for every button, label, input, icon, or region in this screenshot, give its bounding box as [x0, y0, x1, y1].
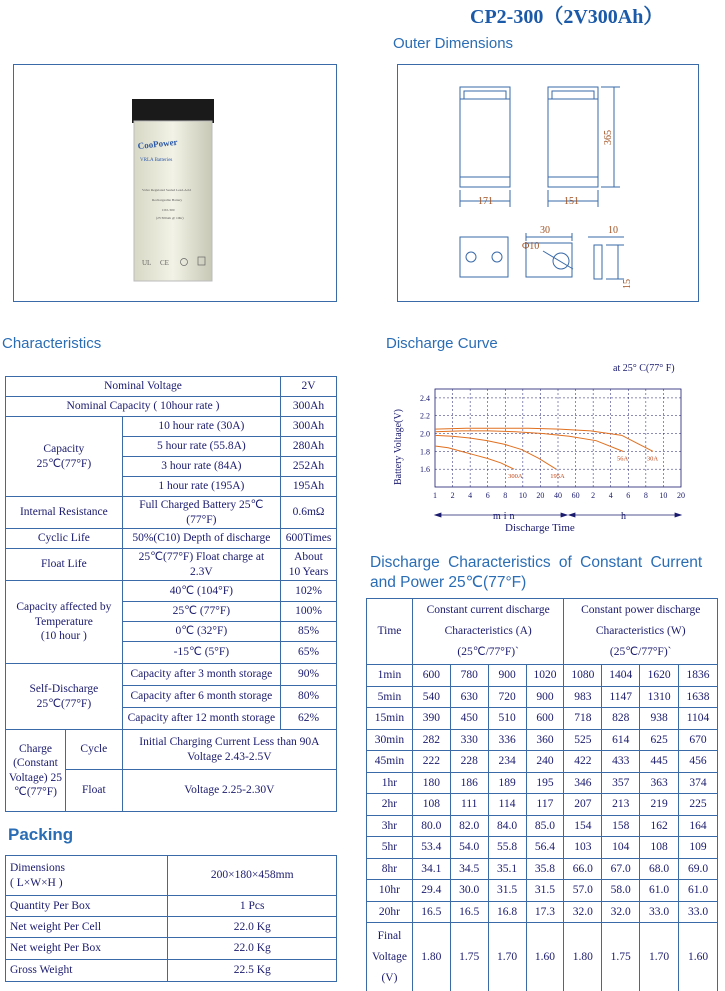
discharge-cell: 33.0 — [640, 901, 679, 923]
capacity-label — [6, 417, 123, 497]
charge-float-label: Float — [65, 770, 122, 812]
discharge-cell: 69.0 — [679, 858, 718, 880]
discharge-cell: 374 — [679, 772, 718, 794]
self-discharge-cond: Capacity after 12 month storage — [122, 708, 280, 730]
dim-d3: 15 — [622, 279, 633, 289]
final-voltage-cell: 1.80 — [412, 923, 450, 991]
outer-dimensions-frame — [397, 64, 699, 302]
sd-label-line2: 25℃(77°F) — [36, 697, 92, 710]
discharge-cell: 1310 — [640, 686, 679, 708]
charge-line4: ℃(77°F) — [13, 785, 57, 798]
chart-x-unit-h: h — [621, 511, 626, 522]
discharge-cell: 189 — [488, 772, 526, 794]
nominal-capacity-label: Nominal Capacity ( 10hour rate ) — [6, 397, 281, 417]
chart-x-tick-label: 4 — [468, 491, 473, 500]
discharge-row — [367, 665, 718, 687]
discharge-cell: 1147 — [602, 686, 640, 708]
ch-line3: (25℃/77°F)` — [457, 645, 519, 658]
discharge-cell: 228 — [450, 751, 488, 773]
chart-y-tick-label: 1.6 — [420, 465, 430, 475]
discharge-cell: 450 — [450, 708, 488, 730]
dimension-drawing — [398, 65, 698, 301]
discharge-cell: 117 — [526, 794, 564, 816]
battery-line: VRLA Batteries — [140, 158, 173, 163]
discharge-cell: 234 — [488, 751, 526, 773]
battery-text1: Valve Regulated Sealed Lead-Acid — [142, 188, 192, 192]
chart-curves — [435, 428, 658, 480]
discharge-cell: 614 — [602, 729, 640, 751]
final-voltage-cell: 1.80 — [564, 923, 602, 991]
battery-photo — [14, 65, 336, 301]
discharge-time: 45min — [367, 751, 413, 773]
chart-x-tick-label: 4 — [608, 491, 613, 500]
chart-y-tick-label: 1.8 — [420, 447, 430, 457]
discharge-cell: 720 — [488, 686, 526, 708]
discharge-row — [367, 880, 718, 902]
packing-label: Quantity Per Box — [6, 896, 168, 917]
discharge-cell: 983 — [564, 686, 602, 708]
chart-series-line — [435, 428, 653, 451]
discharge-cell: 57.0 — [564, 880, 602, 902]
capacity-cond: 3 hour rate (84A) — [122, 457, 280, 477]
battery-lid — [132, 99, 214, 123]
temp-cond: 25℃ (77°F) — [122, 602, 280, 622]
discharge-cell: 162 — [640, 815, 679, 837]
charge-cycle-value — [122, 730, 336, 770]
discharge-row — [367, 794, 718, 816]
packing-value: 1 Pcs — [168, 896, 337, 917]
dim-length: 151 — [564, 196, 579, 207]
discharge-cell: 61.0 — [640, 880, 679, 902]
discharge-row — [367, 901, 718, 923]
capacity-value: 252Ah — [281, 457, 337, 477]
packing-table — [5, 855, 337, 982]
packing-label: Gross Weight — [6, 960, 168, 982]
discharge-time: 5min — [367, 686, 413, 708]
discharge-cell: 900 — [526, 686, 564, 708]
discharge-cell: 336 — [488, 729, 526, 751]
discharge-cell: 17.3 — [526, 901, 564, 923]
capacity-cond: 5 hour rate (55.8A) — [122, 437, 280, 457]
float-life-label: Float Life — [6, 549, 123, 581]
discharge-cell: 84.0 — [488, 815, 526, 837]
capacity-value: 195Ah — [281, 477, 337, 497]
discharge-cell: 111 — [450, 794, 488, 816]
self-discharge-value: 62% — [281, 708, 337, 730]
final-voltage-row — [367, 923, 718, 991]
discharge-cell: 213 — [602, 794, 640, 816]
discharge-constant-heading-line2: and Power 25℃(77°F) — [370, 574, 527, 591]
discharge-cell: 540 — [412, 686, 450, 708]
battery-text2: Rechargeable Battery — [152, 198, 183, 202]
discharge-cell: 219 — [640, 794, 679, 816]
capacity-cond: 10 hour rate (30A) — [122, 417, 280, 437]
discharge-row — [367, 858, 718, 880]
chart-x-unit-min: min — [493, 511, 518, 522]
discharge-cell: 55.8 — [488, 837, 526, 859]
discharge-curve-heading: Discharge Curve — [386, 335, 498, 352]
chart-series-line — [435, 435, 556, 469]
chart-annotation: at 25° C(77° F) — [613, 363, 675, 374]
discharge-cell: 54.0 — [450, 837, 488, 859]
packing-value: 22.5 Kg — [168, 960, 337, 982]
final-voltage-cell: 1.75 — [450, 923, 488, 991]
chart-xlabel: Discharge Time — [505, 522, 575, 534]
discharge-cell: 31.5 — [526, 880, 564, 902]
self-discharge-cond: Capacity after 6 month storage — [122, 686, 280, 708]
capacity-label-line2: 25℃(77°F) — [36, 457, 92, 470]
fv-line3: (V) — [381, 971, 398, 984]
charge-line3: Voltage) 25 — [8, 771, 63, 784]
discharge-time: 20hr — [367, 901, 413, 923]
discharge-cell: 29.4 — [412, 880, 450, 902]
internal-resistance-value: 0.6mΩ — [281, 497, 337, 529]
discharge-constant-heading-line1: Discharge Characteristics of Constant Current — [370, 554, 703, 571]
discharge-cell: 32.0 — [602, 901, 640, 923]
temp-value: 102% — [281, 581, 337, 602]
discharge-time: 3hr — [367, 815, 413, 837]
discharge-cell: 445 — [640, 751, 679, 773]
float-life-cond — [122, 549, 280, 581]
discharge-time: 1hr — [367, 772, 413, 794]
chart-x-tick-label: 6 — [626, 491, 631, 500]
discharge-row — [367, 772, 718, 794]
self-discharge-value: 80% — [281, 686, 337, 708]
chart-series-label: 30A — [646, 455, 659, 463]
self-discharge-cond: Capacity after 3 month storage — [122, 664, 280, 686]
chart-x-tick-label: 20 — [536, 491, 545, 500]
discharge-cell: 346 — [564, 772, 602, 794]
chart-x-tick-label: 20 — [677, 491, 685, 500]
discharge-cell: 360 — [526, 729, 564, 751]
discharge-cell: 16.8 — [488, 901, 526, 923]
discharge-cell: 525 — [564, 729, 602, 751]
packing-dimensions-value: 200×180×458mm — [168, 856, 337, 896]
final-voltage-cell: 1.60 — [679, 923, 718, 991]
chart-series-line — [435, 431, 623, 451]
discharge-cell: 186 — [450, 772, 488, 794]
temp-capacity-label — [6, 581, 123, 664]
discharge-row — [367, 815, 718, 837]
discharge-cell: 1404 — [602, 665, 640, 687]
discharge-time: 2hr — [367, 794, 413, 816]
final-voltage-cell: 1.60 — [526, 923, 564, 991]
discharge-cell: 357 — [602, 772, 640, 794]
fl-value-line1: About — [294, 551, 323, 564]
discharge-cell: 670 — [679, 729, 718, 751]
charge-label — [6, 730, 66, 812]
battery-model: CP2-300 — [162, 208, 175, 212]
temp-value: 100% — [281, 602, 337, 622]
characteristics-heading: Characteristics — [2, 335, 102, 352]
fl-cond-line1: 25℃(77°F) Float charge at — [138, 551, 265, 564]
discharge-time: 15min — [367, 708, 413, 730]
pk-dim-line1: Dimensions — [10, 862, 65, 875]
discharge-cell: 195 — [526, 772, 564, 794]
discharge-cell: 35.1 — [488, 858, 526, 880]
ph-line3: (25℃/77°F)` — [609, 645, 672, 658]
discharge-cell: 1620 — [640, 665, 679, 687]
pk-dim-line2: ( L×W×H ) — [10, 876, 63, 889]
discharge-cell: 56.4 — [526, 837, 564, 859]
discharge-cell: 225 — [679, 794, 718, 816]
battery-rating: (2V300Ah @ 10hr) — [156, 216, 184, 220]
internal-resistance-label: Internal Resistance — [6, 497, 123, 529]
discharge-cell: 114 — [488, 794, 526, 816]
sd-label-line1: Self-Discharge — [29, 683, 99, 696]
discharge-cell: 330 — [450, 729, 488, 751]
chart-x-tick-label: 8 — [503, 491, 508, 500]
temp-cond: 0℃ (32°F) — [122, 622, 280, 642]
current-header — [412, 599, 563, 665]
chart-y-tick-label: 2.4 — [420, 393, 430, 403]
charge-cycle-label: Cycle — [65, 730, 122, 770]
discharge-cell: 780 — [450, 665, 488, 687]
final-voltage-cell: 1.70 — [488, 923, 526, 991]
discharge-cell: 207 — [564, 794, 602, 816]
characteristics-table — [5, 376, 337, 812]
discharge-time: 30min — [367, 729, 413, 751]
discharge-cell: 66.0 — [564, 858, 602, 880]
nominal-capacity-value: 300Ah — [281, 397, 337, 417]
discharge-cell: 31.5 — [488, 880, 526, 902]
chart-x-tick-label: 8 — [643, 491, 648, 500]
discharge-cell: 938 — [640, 708, 679, 730]
capacity-label-line1: Capacity — [43, 443, 85, 456]
chart-y-ticks — [420, 394, 430, 474]
discharge-cell: 164 — [679, 815, 718, 837]
capacity-value: 300Ah — [281, 417, 337, 437]
discharge-cell: 456 — [679, 751, 718, 773]
ch-line2: Characteristics (A) — [444, 625, 532, 638]
temp-cond: 40℃ (104°F) — [122, 581, 280, 602]
discharge-cell: 625 — [640, 729, 679, 751]
discharge-cell: 1836 — [679, 665, 718, 687]
chart-x-tick-label: 10 — [659, 491, 668, 500]
temp-cond: -15℃ (5°F) — [122, 642, 280, 664]
temp-value: 85% — [281, 622, 337, 642]
discharge-cell: 158 — [602, 815, 640, 837]
chart-x-tick-label: 6 — [485, 491, 490, 500]
discharge-time: 8hr — [367, 858, 413, 880]
discharge-cell: 718 — [564, 708, 602, 730]
power-header — [564, 599, 718, 665]
time-header: Time — [367, 599, 413, 665]
discharge-cell: 104 — [602, 837, 640, 859]
capacity-value: 280Ah — [281, 437, 337, 457]
ch-line1: Constant current discharge — [426, 604, 550, 617]
discharge-cell: 108 — [640, 837, 679, 859]
ir-cond-line1: Full Charged Battery 25℃ — [139, 499, 264, 512]
discharge-cell: 53.4 — [412, 837, 450, 859]
discharge-cell: 180 — [412, 772, 450, 794]
discharge-cell: 35.8 — [526, 858, 564, 880]
discharge-cell: 510 — [488, 708, 526, 730]
discharge-cell: 1080 — [564, 665, 602, 687]
discharge-cell: 67.0 — [602, 858, 640, 880]
cyclic-life-cond: 50%(C10) Depth of discharge — [122, 529, 280, 549]
packing-value: 22.0 Kg — [168, 938, 337, 960]
packing-label: Net weight Per Cell — [6, 917, 168, 938]
capacity-cond: 1 hour rate (195A) — [122, 477, 280, 497]
chart-ylabel: Battery Voltage(V) — [393, 408, 404, 485]
dim-d1: 30 — [540, 225, 550, 236]
cycle-line1: Initial Charging Current Less than 90A — [139, 736, 320, 749]
discharge-cell: 390 — [412, 708, 450, 730]
discharge-row — [367, 729, 718, 751]
discharge-cell: 1638 — [679, 686, 718, 708]
temp-value: 65% — [281, 642, 337, 664]
fl-value-line2: 10 Years — [288, 565, 329, 578]
dim-phi: Φ10 — [522, 241, 540, 252]
cyclic-life-label: Cyclic Life — [6, 529, 123, 549]
discharge-time: 1min — [367, 665, 413, 687]
discharge-cell: 154 — [564, 815, 602, 837]
discharge-cell: 82.0 — [450, 815, 488, 837]
discharge-cell: 80.0 — [412, 815, 450, 837]
discharge-cell: 108 — [412, 794, 450, 816]
chart-x-tick-label: 60 — [571, 491, 580, 500]
discharge-table — [366, 598, 718, 991]
discharge-cell: 630 — [450, 686, 488, 708]
discharge-cell: 109 — [679, 837, 718, 859]
discharge-cell: 600 — [412, 665, 450, 687]
discharge-row — [367, 837, 718, 859]
discharge-cell: 61.0 — [679, 880, 718, 902]
final-voltage-label — [367, 923, 413, 991]
discharge-cell: 240 — [526, 751, 564, 773]
discharge-cell: 282 — [412, 729, 450, 751]
discharge-cell: 32.0 — [564, 901, 602, 923]
chart-x-tick-label: 2 — [591, 491, 596, 500]
fl-cond-line2: 2.3V — [190, 565, 213, 578]
chart-x-tick-label: 40 — [554, 491, 562, 500]
packing-dimensions-label — [6, 856, 168, 896]
discharge-cell: 33.0 — [679, 901, 718, 923]
packing-label: Net weight Per Box — [6, 938, 168, 960]
self-discharge-label — [6, 664, 123, 730]
packing-heading: Packing — [8, 825, 74, 844]
charge-float-value: Voltage 2.25-2.30V — [122, 770, 336, 812]
discharge-cell: 422 — [564, 751, 602, 773]
tc-label-line2: Temperature — [34, 615, 93, 628]
discharge-cell: 103 — [564, 837, 602, 859]
nominal-voltage-value: 2V — [281, 377, 337, 397]
cert-ul-icon: UL — [142, 259, 152, 267]
chart-x-tick-label: 1 — [433, 491, 437, 500]
cert-ce-icon: CE — [160, 259, 169, 267]
discharge-cell: 600 — [526, 708, 564, 730]
discharge-cell: 828 — [602, 708, 640, 730]
row-nominal-voltage — [6, 377, 337, 397]
ir-cond-line2: (77°F) — [186, 513, 217, 526]
dim-width: 171 — [478, 196, 493, 207]
discharge-table-body — [367, 665, 718, 923]
float-life-value — [281, 549, 337, 581]
tc-label-line3: (10 hour ) — [40, 630, 87, 643]
chart-x-tick-label: 10 — [518, 491, 527, 500]
charge-line2: (Constant — [13, 757, 58, 770]
cyclic-life-value: 600Times — [281, 529, 337, 549]
discharge-cell: 34.1 — [412, 858, 450, 880]
discharge-cell: 1020 — [526, 665, 564, 687]
chart-series-line — [435, 446, 514, 469]
internal-resistance-cond — [122, 497, 280, 529]
ph-line2: Characteristics (W) — [595, 625, 686, 638]
discharge-row — [367, 686, 718, 708]
discharge-cell: 16.5 — [450, 901, 488, 923]
page-title: CP2-300（2V300Ah） — [470, 6, 664, 28]
chart-series-label: 56A — [617, 455, 629, 463]
discharge-row — [367, 751, 718, 773]
chart-series-label: 300A — [508, 473, 523, 481]
battery-brand: CooPower — [137, 136, 178, 151]
chart-y-tick-label: 2.0 — [420, 429, 430, 439]
outer-dimensions-heading: Outer Dimensions — [393, 35, 514, 52]
discharge-cell: 58.0 — [602, 880, 640, 902]
discharge-row — [367, 708, 718, 730]
discharge-cell: 1104 — [679, 708, 718, 730]
fv-line1: Final — [377, 930, 402, 943]
dim-d2: 10 — [608, 225, 618, 236]
cycle-line2: Voltage 2.43-2.5V — [187, 750, 272, 763]
chart-series-label: 195A — [550, 473, 565, 481]
chart-x-tick-label: 2 — [450, 491, 455, 500]
discharge-cell: 68.0 — [640, 858, 679, 880]
discharge-cell: 222 — [412, 751, 450, 773]
packing-value: 22.0 Kg — [168, 917, 337, 938]
final-voltage-cell: 1.75 — [602, 923, 640, 991]
discharge-time: 5hr — [367, 837, 413, 859]
tc-label-line1: Capacity affected by — [16, 601, 112, 614]
battery-photo-frame — [13, 64, 337, 302]
discharge-cell: 34.5 — [450, 858, 488, 880]
discharge-cell: 30.0 — [450, 880, 488, 902]
ph-line1: Constant power discharge — [581, 604, 701, 617]
row-nominal-capacity — [6, 397, 337, 417]
discharge-cell: 85.0 — [526, 815, 564, 837]
discharge-cell: 363 — [640, 772, 679, 794]
dim-height: 365 — [603, 130, 614, 145]
chart-x-ticks — [433, 491, 685, 500]
nominal-voltage-label: Nominal Voltage — [6, 377, 281, 397]
discharge-cell: 433 — [602, 751, 640, 773]
fv-line2: Voltage — [372, 951, 407, 964]
charge-line1: Charge — [18, 742, 52, 755]
discharge-cell: 900 — [488, 665, 526, 687]
chart-y-tick-label: 2.2 — [420, 411, 430, 421]
final-voltage-cell: 1.70 — [640, 923, 679, 991]
discharge-cell: 16.5 — [412, 901, 450, 923]
discharge-curve-chart — [385, 355, 720, 540]
self-discharge-value: 90% — [281, 664, 337, 686]
discharge-time: 10hr — [367, 880, 413, 902]
